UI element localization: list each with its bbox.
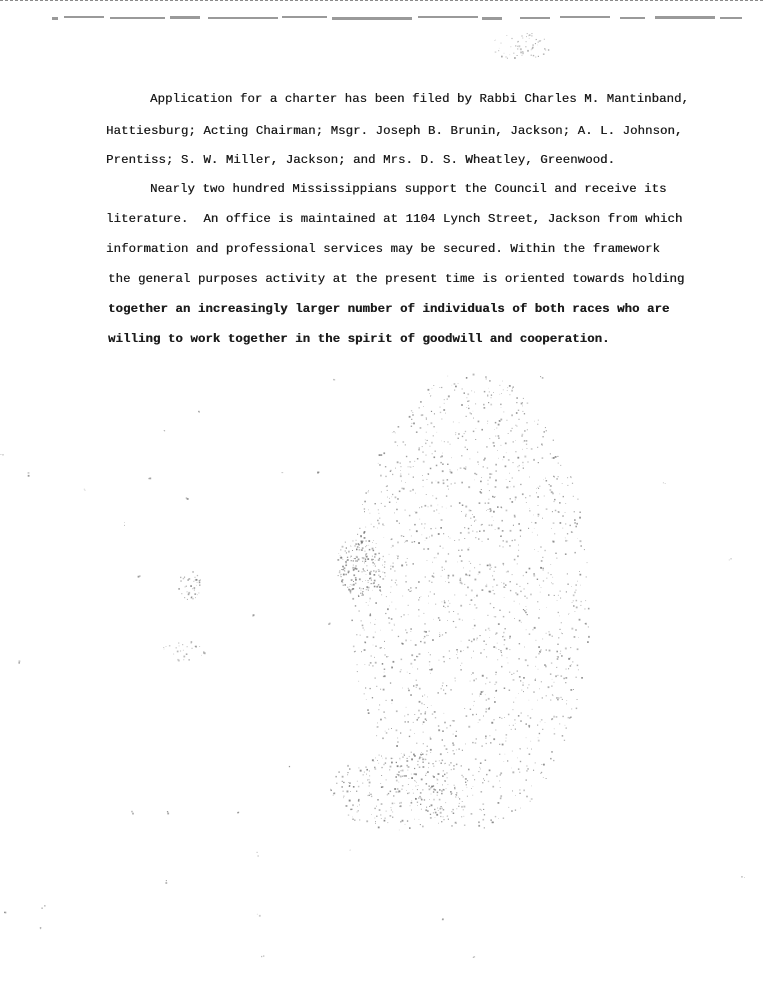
scan-top-border (0, 0, 763, 7)
paragraph1-line3: Prentiss; S. W. Miller, Jackson; and Mrs. D. S. Wheatley, Greenwood. (106, 153, 616, 167)
paragraph2-line6: willing to work together in the spirit of goodwill and cooperation. (108, 332, 610, 346)
paragraph2-line2: literature. An office is maintained at 1104 Lynch Street, Jackson from which (106, 212, 683, 226)
paragraph2-line1: Nearly two hundred Mississippians support the Council and receive its (150, 182, 667, 196)
paragraph2-line4: the general purposes activity at the present time is oriented towards holding (108, 272, 685, 286)
paragraph2-line5: together an increasingly larger number of individuals of both races who are (108, 302, 670, 316)
paragraph1-line1: Application for a charter has been filed by Rabbi Charles M. Mantinband, (150, 92, 689, 106)
paragraph2-line3: information and professional services may be secured. Within the framework (106, 242, 660, 256)
header-scan-artifact (50, 12, 750, 26)
paragraph1-line2: Hattiesburg; Acting Chairman; Msgr. Joseph B. Brunin, Jackson; A. L. Johnson, (106, 124, 683, 138)
